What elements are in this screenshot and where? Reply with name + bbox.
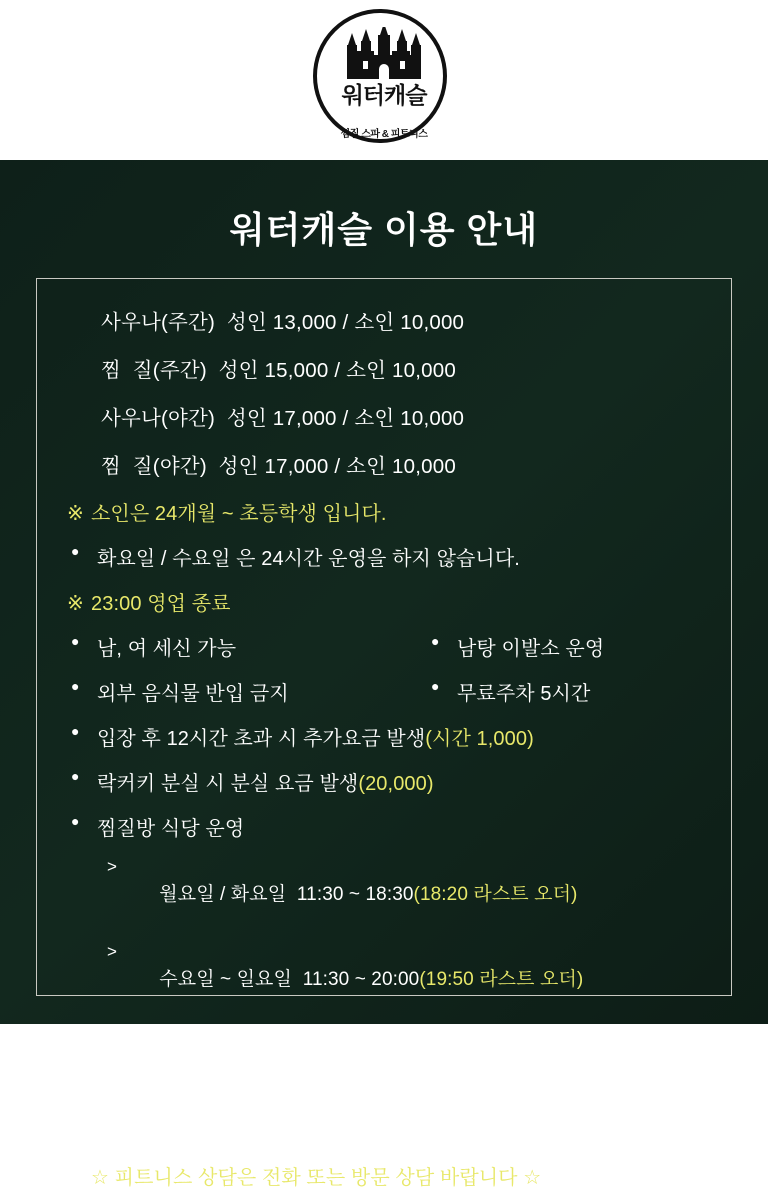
logo bbox=[313, 9, 455, 151]
restaurant-hours-text: 수요일 ~ 일요일 11:30 ~ 20:00 bbox=[159, 969, 420, 990]
shop-hours-text: (주간)09:00 ~ 22:00 / (야간)22:30 ~ 02:00 bbox=[159, 1099, 512, 1120]
two-column-row bbox=[67, 632, 701, 661]
two-column-row bbox=[67, 677, 701, 706]
note-text: 23:00 영업 종료 bbox=[91, 593, 231, 615]
bullet-free-parking: ● 무료주차 5시간 bbox=[427, 677, 701, 706]
locker-text: 락커키 분실 시 분실 요금 발생 bbox=[97, 773, 359, 795]
shop-hours-line bbox=[67, 1072, 701, 1143]
bullet-barber-shop: ● 남탕 이발소 운영 bbox=[427, 632, 701, 661]
price-list bbox=[67, 305, 701, 479]
castle-icon bbox=[338, 27, 430, 83]
bullet-restaurant-heading: ● 찜질방 식당 운영 bbox=[67, 812, 701, 841]
logo-band bbox=[0, 0, 768, 160]
overtime-highlight: (시간 1,000) bbox=[425, 728, 534, 750]
note-closing-time bbox=[67, 587, 701, 616]
bullet-overtime-fee bbox=[67, 722, 701, 751]
page-title: 워터캐슬 이용 안내 bbox=[229, 209, 539, 250]
footer-note: ☆ 피트니스 상담은 전화 또는 방문 상담 바랍니다 ☆ bbox=[91, 1167, 542, 1189]
bullet-no-outside-food: ● 외부 음식물 반입 금지 bbox=[67, 677, 427, 706]
locker-highlight: (20,000) bbox=[358, 773, 434, 795]
restaurant-last-order: (19:50 라스트 오더) bbox=[419, 969, 584, 990]
restaurant-hours-line bbox=[67, 857, 701, 928]
note-mark-icon: ※ bbox=[67, 593, 84, 615]
price-row: 찜 질(주간) 성인 15,000 / 소인 10,000 bbox=[101, 359, 456, 382]
price-row: 사우나(주간) 성인 13,000 / 소인 10,000 bbox=[101, 311, 465, 334]
info-poster bbox=[0, 160, 768, 1189]
restaurant-hours-line bbox=[67, 942, 701, 1013]
info-frame bbox=[36, 278, 732, 1189]
note-child-age bbox=[67, 497, 701, 526]
logo-title: 워터캐슬 bbox=[341, 82, 427, 108]
overtime-text: 입장 후 12시간 초과 시 추가요금 발생 bbox=[97, 728, 426, 750]
price-row: 찜 질(야간) 성인 17,000 / 소인 10,000 bbox=[101, 455, 456, 478]
note-mark-icon: ※ bbox=[67, 503, 84, 525]
price-row: 사우나(야간) 성인 17,000 / 소인 10,000 bbox=[101, 407, 465, 430]
restaurant-hours-text: 월요일 / 화요일 11:30 ~ 18:30 bbox=[159, 884, 414, 905]
logo-inner bbox=[317, 13, 451, 147]
note-text: 소인은 24개월 ~ 초등학생 입니다. bbox=[91, 503, 387, 525]
bullet-shop-heading: ● 찜질방 매점 운영 bbox=[67, 1027, 701, 1056]
bullet-closed-days: ● 화요일 / 수요일 은 24시간 운영을 하지 않습니다. bbox=[67, 542, 701, 571]
bullet-locker-key-fee bbox=[67, 767, 701, 796]
restaurant-last-order: (18:20 라스트 오더) bbox=[413, 884, 578, 905]
logo-subtitle: 찜질 스파 & 피트니스 bbox=[340, 129, 428, 140]
bullet-scrub-service: ● 남, 여 세신 가능 bbox=[67, 632, 427, 661]
